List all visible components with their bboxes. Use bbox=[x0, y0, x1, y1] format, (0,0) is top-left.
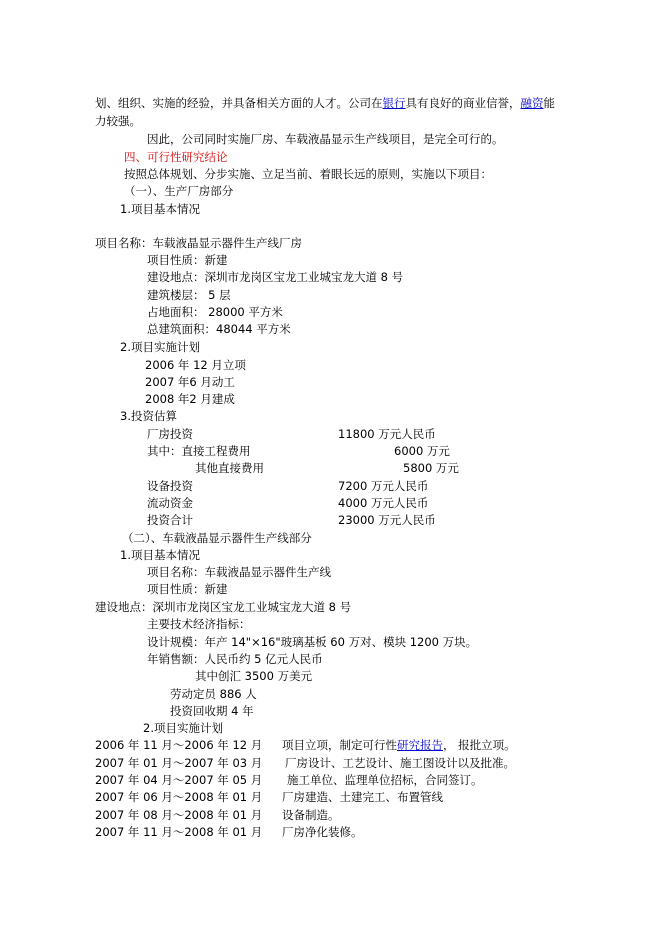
invest-equip-label: 设备投资 bbox=[147, 479, 193, 493]
schedule-task bbox=[282, 738, 516, 752]
part1-title: （一）、生产厂房部分 bbox=[124, 184, 234, 198]
research-report-link[interactable]: 研究报告 bbox=[397, 738, 443, 752]
bank-link[interactable]: 银行 bbox=[382, 96, 406, 110]
section-intro: 按照总体规划、分步实施、立足当前、着眼长远的原则，实施以下项目： bbox=[124, 167, 492, 181]
schedule-task: 厂房净化装修。 bbox=[282, 825, 363, 839]
part2-project-name: 项目名称：车载液晶显示器件生产线 bbox=[147, 565, 331, 579]
part1-project-name: 项目名称：车载液晶显示器件生产线厂房 bbox=[95, 236, 302, 250]
part1-total-area: 总建筑面积：48044 平方米 bbox=[147, 322, 291, 336]
schedule-date: 2006 年 11 月～2006 年 12 月 bbox=[95, 738, 263, 752]
schedule-task: 设备制造。 bbox=[282, 808, 340, 822]
part1-nature: 项目性质：新建 bbox=[147, 253, 228, 267]
schedule-task: 厂房设计、工艺设计、施工图设计以及批准。 bbox=[285, 756, 515, 770]
part1-plan-heading: 2.项目实施计划 bbox=[120, 340, 200, 354]
schedule-date: 2007 年 06 月～2008 年 01 月 bbox=[95, 790, 263, 804]
part1-location: 建设地点：深圳市龙岗区宝龙工业城宝龙大道 8 号 bbox=[147, 270, 404, 284]
invest-total-value: 23000 万元人民币 bbox=[338, 513, 436, 527]
part2-scale: 设计规模：年产 14"×16"玻璃基板 60 万对、模块 1200 万块。 bbox=[147, 635, 478, 649]
part1-land-area: 占地面积： 28000 平方米 bbox=[147, 305, 283, 319]
invest-direct-value: 6000 万元 bbox=[394, 444, 450, 458]
schedule-task: 厂房建造、土建完工、布置管线 bbox=[282, 790, 443, 804]
invest-plant-value: 11800 万元人民币 bbox=[338, 427, 436, 441]
invest-direct-label: 其中：直接工程费用 bbox=[147, 444, 251, 458]
intro-text-a: 划、组织、实施的经验，并具备相关方面的人才。公司在 bbox=[95, 96, 383, 110]
invest-equip-value: 7200 万元人民币 bbox=[338, 479, 429, 493]
invest-other-value: 5800 万元 bbox=[403, 461, 459, 475]
schedule-task-text: ， 报批立项。 bbox=[443, 738, 516, 752]
part2-title: （二）、车载液晶显示器件生产线部分 bbox=[122, 531, 312, 545]
invest-plant-label: 厂房投资 bbox=[147, 427, 193, 441]
invest-total-label: 投资合计 bbox=[147, 513, 193, 527]
part2-payback: 投资回收期 4 年 bbox=[170, 704, 254, 718]
section-heading: 四、可行性研究结论 bbox=[124, 150, 228, 164]
part2-staff: 劳动定员 886 人 bbox=[170, 687, 257, 701]
part1-plan-item: 2007 年6 月动工 bbox=[145, 375, 235, 389]
part2-fx: 其中创汇 3500 万美元 bbox=[195, 669, 313, 683]
schedule-task: 施工单位、监理单位招标，合同签订。 bbox=[287, 773, 483, 787]
part2-sales: 年销售额：人民币约 5 亿元人民币 bbox=[147, 652, 323, 666]
part2-location: 建设地点：深圳市龙岗区宝龙工业城宝龙大道 8 号 bbox=[95, 600, 352, 614]
finance-link[interactable]: 融资 bbox=[520, 96, 544, 110]
schedule-date: 2007 年 08 月～2008 年 01 月 bbox=[95, 808, 263, 822]
invest-flow-value: 4000 万元人民币 bbox=[338, 496, 429, 510]
part2-tech-heading: 主要技术经济指标： bbox=[147, 617, 251, 631]
intro-text-c: 能 bbox=[543, 96, 555, 110]
part1-plan-item: 2008 年2 月建成 bbox=[145, 392, 235, 406]
part2-basic-heading: 1.项目基本情况 bbox=[120, 548, 200, 562]
part2-plan-heading: 2.项目实施计划 bbox=[143, 721, 223, 735]
schedule-date: 2007 年 11 月～2008 年 01 月 bbox=[95, 825, 263, 839]
intro-line-1 bbox=[95, 96, 555, 110]
schedule-task-text: 项目立项，制定可行性 bbox=[282, 738, 397, 752]
part1-plan-item: 2006 年 12 月立项 bbox=[145, 358, 246, 372]
part2-nature: 项目性质：新建 bbox=[147, 582, 228, 596]
invest-other-label: 其他直接费用 bbox=[195, 461, 264, 475]
schedule-date: 2007 年 01 月～2007 年 03 月 bbox=[95, 756, 263, 770]
part1-basic-heading: 1.项目基本情况 bbox=[120, 202, 200, 216]
invest-flow-label: 流动资金 bbox=[147, 496, 193, 510]
intro-text-b: 具有良好的商业信誉， bbox=[405, 96, 521, 110]
part1-floors: 建筑楼层： 5 层 bbox=[147, 288, 231, 302]
intro-line-2: 力较强。 bbox=[95, 114, 141, 128]
schedule-date: 2007 年 04 月～2007 年 05 月 bbox=[95, 773, 263, 787]
part1-invest-heading: 3.投资估算 bbox=[120, 409, 177, 423]
intro-line-3: 因此，公司同时实施厂房、车载液晶显示生产线项目，是完全可行的。 bbox=[147, 132, 504, 146]
